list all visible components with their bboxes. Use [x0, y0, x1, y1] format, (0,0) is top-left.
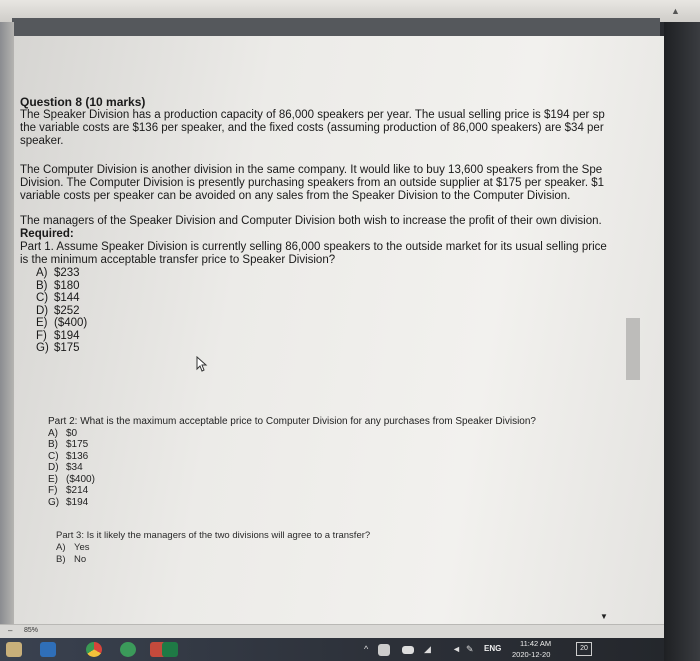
pen-icon[interactable]: ✎	[466, 644, 474, 654]
part1-option[interactable]: D) $252	[36, 304, 80, 317]
part1-line: Part 1. Assume Speaker Division is currently selling 86,000 speakers to the outside market for its usual selling price	[20, 241, 607, 253]
wifi-icon[interactable]: ◢	[424, 644, 431, 654]
question-document	[20, 96, 660, 355]
part2-question: Part 2: What is the maximum acceptable price to Computer Division for any purchases from Speaker Division?	[48, 416, 536, 427]
scroll-down-arrow-icon[interactable]: ▼	[600, 612, 608, 621]
clock-date[interactable]: 2020-12-20	[512, 650, 551, 659]
part1-option[interactable]: C) $144	[36, 292, 80, 304]
window-left-edge	[0, 22, 14, 632]
window-header-strip	[12, 18, 660, 36]
calendar-app-icon[interactable]	[6, 642, 22, 657]
required-heading: Required:	[20, 228, 74, 240]
clock-time[interactable]: 11:42 AM	[520, 639, 552, 648]
part1-option[interactable]: G) $175	[36, 342, 80, 354]
part1-option[interactable]: A) $233	[36, 267, 80, 279]
part2-option[interactable]: C) $136	[48, 450, 89, 462]
part2-option[interactable]: B) $175	[48, 439, 89, 450]
scroll-up-arrow-icon[interactable]: ▲	[671, 6, 680, 16]
intro-line: The Speaker Division has a production capacity of 86,000 speakers per year. The usual selling price is $194 per sp	[20, 109, 605, 121]
monitor-right-bezel	[664, 22, 700, 661]
managers-statement: The managers of the Speaker Division and Computer Division both wish to increase the profit of their own division.	[20, 215, 602, 227]
part2-option[interactable]: E) ($400)	[48, 473, 95, 485]
part3-section	[56, 530, 370, 567]
intro-line: speaker.	[20, 135, 64, 147]
battery-icon	[402, 646, 414, 654]
part1-option[interactable]: B) $180	[36, 279, 80, 292]
part2-option[interactable]: A) $0	[48, 427, 78, 439]
part1-line: is the minimum acceptable transfer price to Speaker Division?	[20, 254, 336, 266]
zoom-level: 85%	[24, 627, 39, 634]
part3-question: Part 3: Is it likely the managers of the two divisions will agree to a transfer?	[56, 530, 371, 541]
part1-options	[36, 267, 660, 355]
part3-option[interactable]: A) Yes	[56, 541, 90, 553]
part2-option[interactable]: F) $214	[48, 485, 89, 496]
taskbar	[0, 638, 664, 661]
part3-options	[56, 542, 370, 567]
part2-section	[48, 416, 536, 508]
language-indicator[interactable]: ENG	[484, 644, 502, 653]
status-bar	[0, 624, 664, 638]
part1-option[interactable]: E) ($400)	[36, 317, 88, 329]
excel-icon[interactable]	[162, 642, 178, 657]
app-icon[interactable]	[120, 642, 136, 657]
computer-division-line: The Computer Division is another division in the same company. It would like to buy 13,600 speakers from the Spe	[20, 164, 603, 176]
part3-option[interactable]: B) No	[56, 554, 87, 565]
intro-line: the variable costs are $136 per speaker, and the fixed costs (assuming production of 86,000 speakers) are $34 per	[20, 122, 604, 134]
part1-option[interactable]: F) $194	[36, 329, 80, 342]
tray-app-icon[interactable]	[378, 644, 390, 656]
part2-options	[48, 428, 536, 509]
notification-icon[interactable]	[576, 642, 592, 656]
part2-option[interactable]: D) $34	[48, 462, 83, 473]
computer-division-line: Division. The Computer Division is presently purchasing speakers from an outside supplier at $175 per speaker. $1	[20, 177, 605, 189]
notification-count: 20	[580, 645, 588, 652]
question-title: Question 8 (10 marks)	[20, 95, 146, 109]
volume-icon[interactable]: ◄	[452, 644, 461, 654]
tray-expand-icon[interactable]: ^	[364, 644, 369, 654]
computer-division-line: variable costs per speaker can be avoided on any sales from the Speaker Division to the Computer Division.	[20, 190, 571, 202]
mail-app-icon[interactable]	[40, 642, 56, 657]
zoom-out-icon[interactable]: –	[8, 626, 13, 635]
mouse-cursor-icon	[196, 356, 208, 372]
chrome-browser-icon[interactable]	[86, 642, 102, 657]
part2-option[interactable]: G) $194	[48, 496, 89, 508]
